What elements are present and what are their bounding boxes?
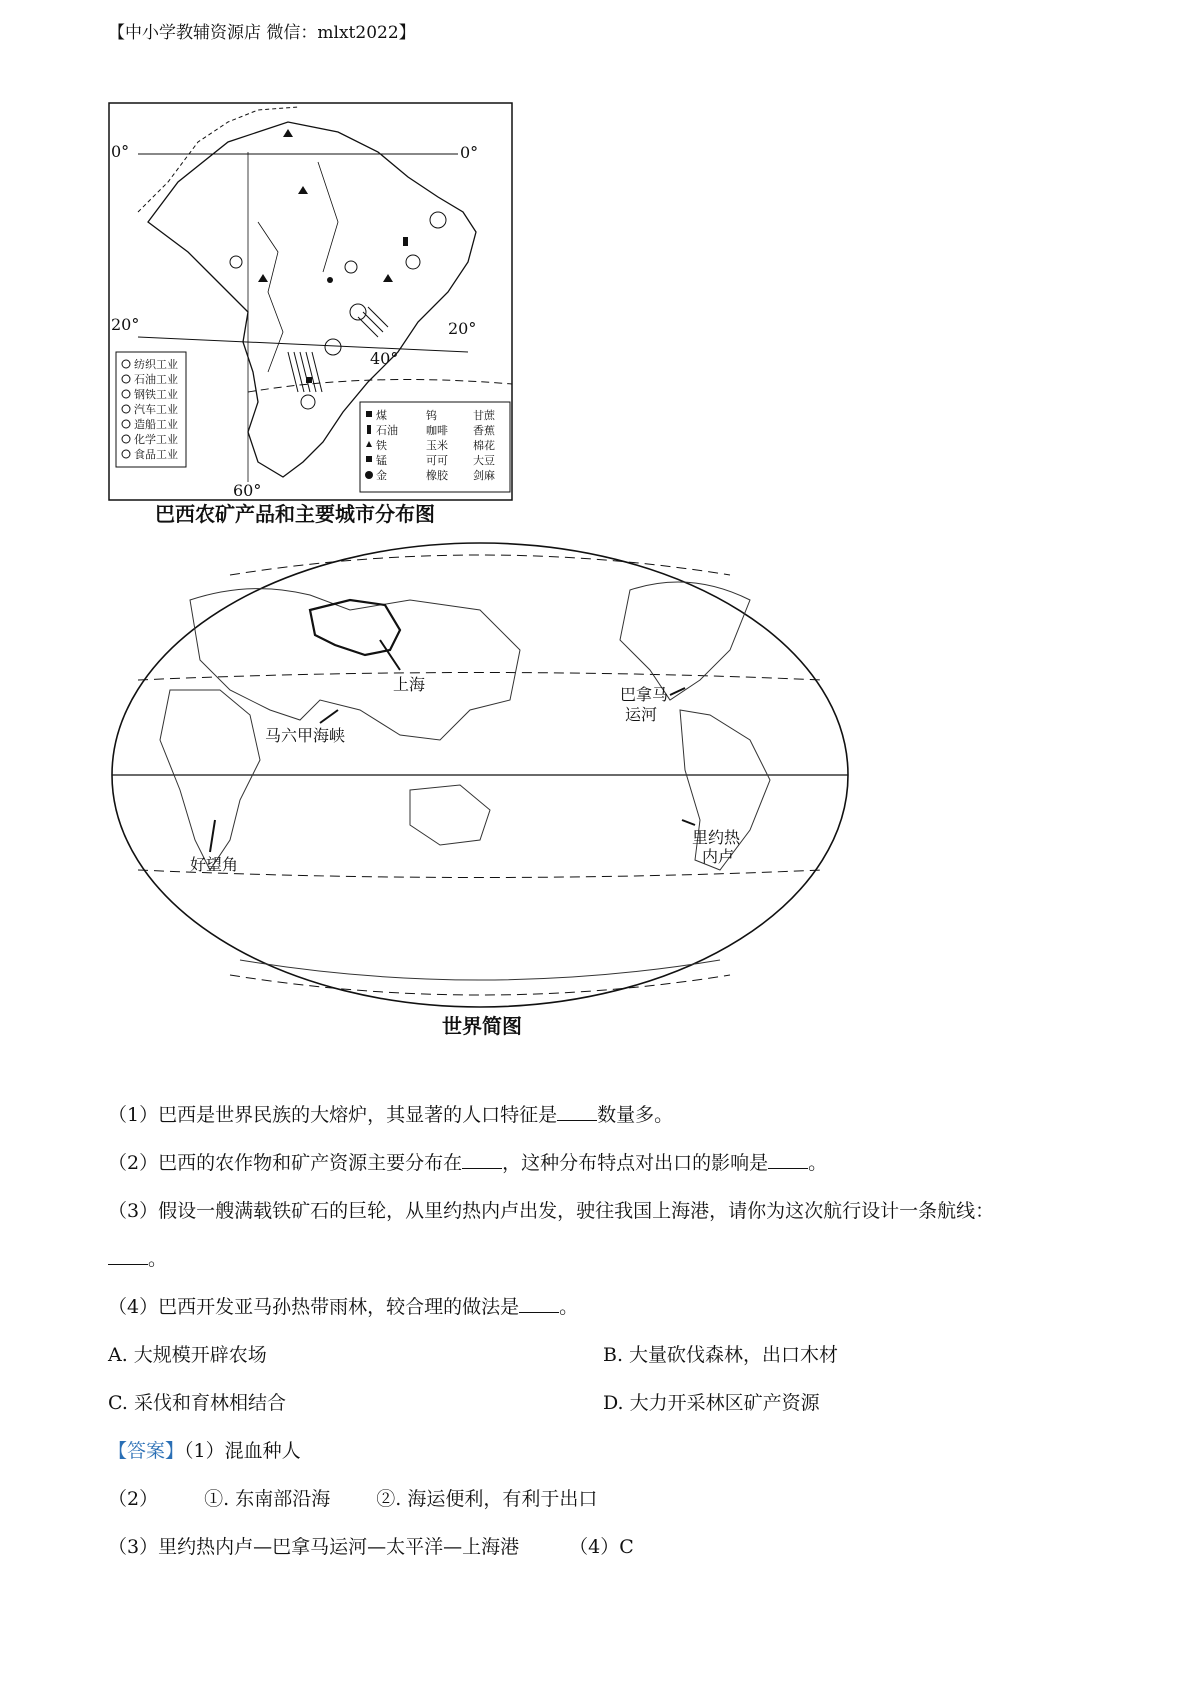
lat-label-0-left: 0° — [111, 142, 130, 161]
lon-label-60: 60° — [233, 481, 262, 500]
svg-text:纺织工业: 纺织工业 — [134, 358, 178, 371]
option-b: B. 大量砍伐森林，出口木材 — [603, 1344, 839, 1366]
svg-text:棉花: 棉花 — [473, 439, 495, 452]
svg-text:香蕉: 香蕉 — [473, 424, 495, 437]
svg-text:汽车工业: 汽车工业 — [134, 403, 178, 416]
world-map-caption: 世界简图 — [442, 1014, 522, 1038]
lon-label-40: 40° — [370, 349, 399, 368]
answer-tag: 【答案】 — [108, 1440, 185, 1462]
brazil-map — [108, 102, 513, 502]
svg-text:金: 金 — [376, 469, 387, 482]
label-panama-1: 巴拿马 — [620, 685, 669, 704]
answer-1: 【答案】（1）混血种人 — [108, 1440, 301, 1462]
svg-text:造船工业: 造船工业 — [134, 418, 178, 431]
svg-text:可可: 可可 — [426, 454, 448, 467]
label-malacca: 马六甲海峡 — [265, 726, 346, 745]
question-2: （2）巴西的农作物和矿产资源主要分布在 ，这种分布特点对出口的影响是 。 — [108, 1148, 827, 1175]
question-3-line2: 。 — [108, 1244, 167, 1271]
svg-text:煤: 煤 — [376, 409, 387, 422]
option-d: D. 大力开采林区矿产资源 — [603, 1392, 820, 1414]
brazil-map-caption: 巴西农矿产品和主要城市分布图 — [155, 502, 435, 526]
svg-text:化学工业: 化学工业 — [134, 433, 178, 446]
svg-text:橡胶: 橡胶 — [426, 469, 448, 482]
blank-2a — [462, 1149, 502, 1169]
option-c: C. 采伐和育林相结合 — [108, 1392, 286, 1414]
svg-text:石油: 石油 — [376, 424, 398, 437]
svg-text:钢铁工业: 钢铁工业 — [134, 388, 178, 401]
label-shanghai: 上海 — [393, 675, 426, 694]
label-good-hope: 好望角 — [190, 855, 239, 874]
answer-3: （3）里约热内卢—巴拿马运河—太平洋—上海港 （4）C — [108, 1536, 634, 1558]
question-4: （4）巴西开发亚马孙热带雨林，较合理的做法是 。 — [108, 1292, 578, 1319]
blank-4 — [519, 1293, 559, 1313]
lat-label-20-left: 20° — [111, 315, 140, 334]
question-3: （3）假设一艘满载铁矿石的巨轮，从里约热内卢出发，驶往我国上海港，请你为这次航行设计一条航线： — [108, 1200, 995, 1222]
svg-text:玉米: 玉米 — [426, 439, 448, 452]
blank-3 — [108, 1245, 148, 1265]
svg-text:石油工业: 石油工业 — [134, 373, 178, 386]
svg-text:咖啡: 咖啡 — [426, 424, 448, 437]
blank-2b — [768, 1149, 808, 1169]
svg-text:甘蔗: 甘蔗 — [473, 409, 495, 422]
world-map — [110, 540, 850, 1015]
svg-text:钨: 钨 — [426, 409, 437, 422]
label-rio-2: 内卢 — [702, 847, 735, 866]
page-header: 【中小学教辅资源店 微信：mlxt2022】 — [108, 23, 416, 43]
lat-label-0-right: 0° — [460, 143, 479, 162]
svg-text:剑麻: 剑麻 — [473, 469, 495, 482]
question-1: （1）巴西是世界民族的大熔炉，其显著的人口特征是 数量多。 — [108, 1100, 673, 1127]
lat-label-20-right: 20° — [448, 319, 477, 338]
blank-1 — [557, 1101, 597, 1121]
answer-2: （2） ①. 东南部沿海 ②. 海运便利，有利于出口 — [108, 1488, 598, 1510]
label-panama-2: 运河 — [625, 705, 658, 724]
svg-text:食品工业: 食品工业 — [134, 448, 178, 461]
label-rio-1: 里约热 — [692, 828, 741, 847]
svg-text:铁: 铁 — [376, 439, 387, 452]
svg-text:大豆: 大豆 — [473, 454, 495, 467]
svg-text:锰: 锰 — [376, 454, 387, 467]
option-a: A. 大规模开辟农场 — [108, 1344, 267, 1366]
